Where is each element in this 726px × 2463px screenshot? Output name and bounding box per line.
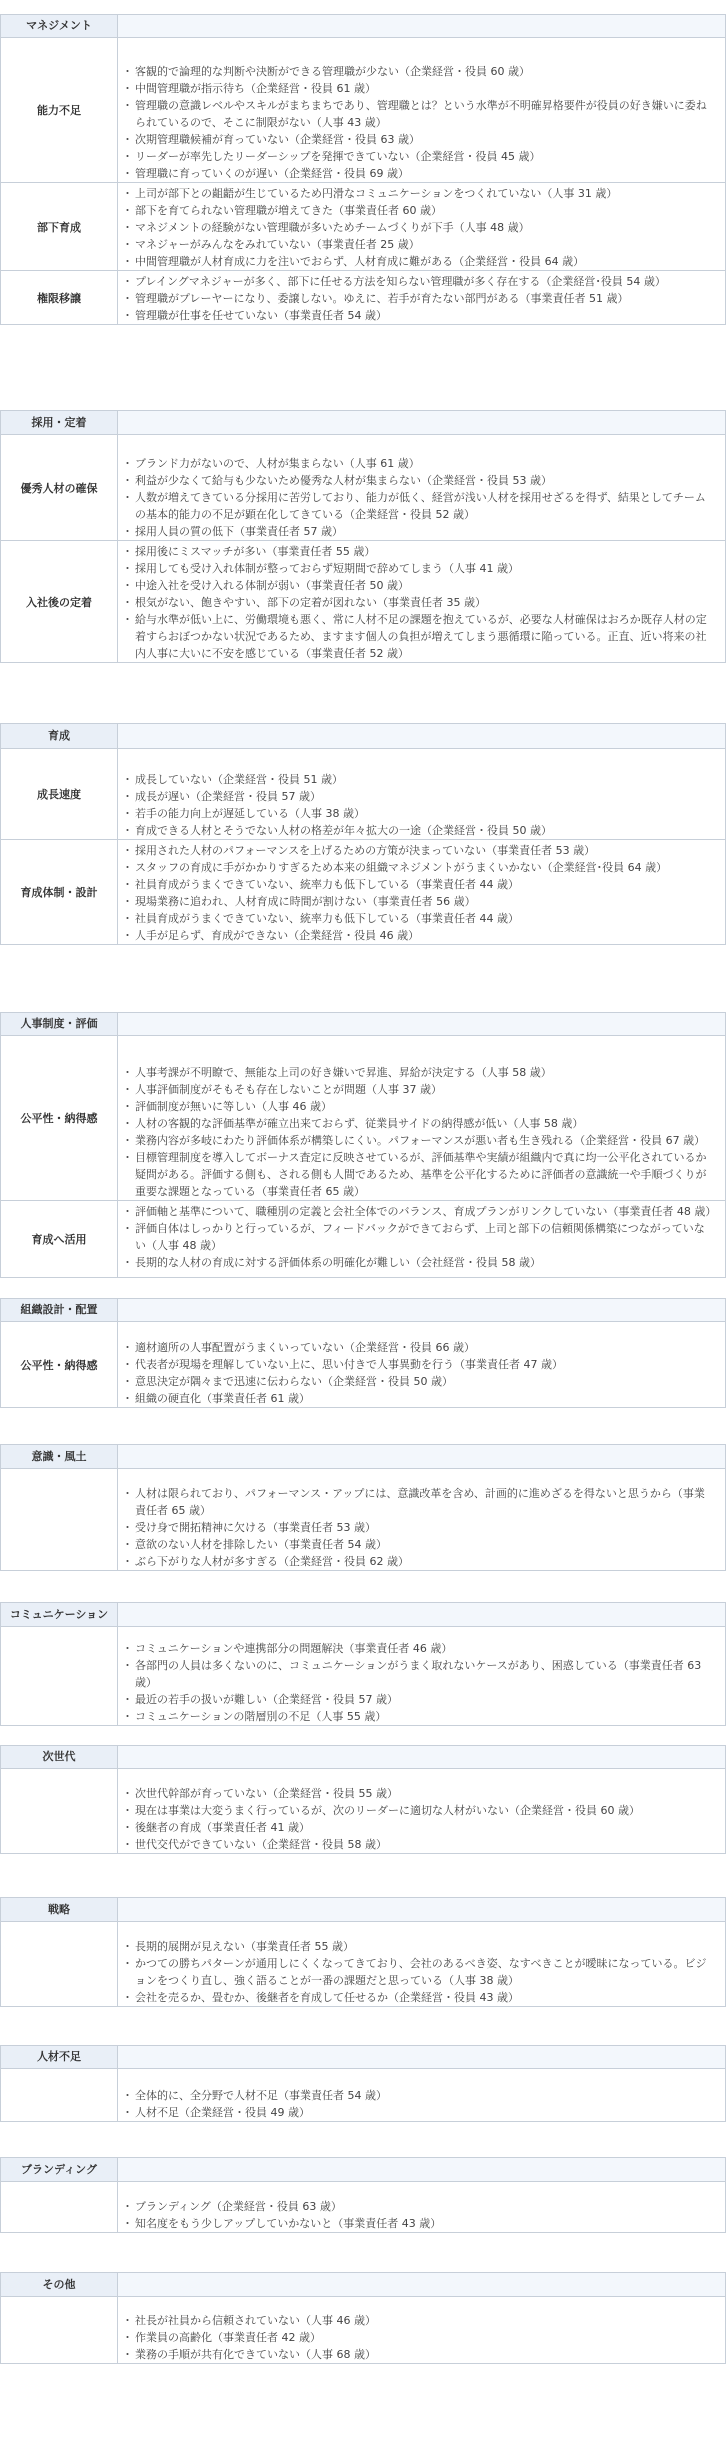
category-title: 戦略	[1, 1898, 118, 1922]
section-0	[0, 14, 726, 325]
comment-item: ・ 作業員の高齢化（事業責任者 42 歳）	[126, 2329, 715, 2346]
subcategory-label: 権限移譲	[1, 271, 118, 325]
comment-item: ・ 成長が遅い（企業経営・役員 57 歳）	[126, 788, 715, 805]
comment-item: ・ 給与水準が低い上に、労働環境も悪く、常に人材不足の課題を抱えているが、必要な人材確保はおろか既存人材の定着すらおぼつかない状況であるため、ますます個人の負担が増えてしまう悪循環に陥っている。正直、近い将来の社内人事に大いに不安を感じている（事業責任者 52 歳）	[126, 611, 715, 662]
comment-item: ・ 適材適所の人事配置がうまくいっていない（企業経営・役員 66 歳）	[126, 1339, 715, 1356]
comment-item: ・ 長期的展開が見えない（事業責任者 55 歳）	[126, 1938, 715, 1955]
category-title: 組織設計・配置	[1, 1299, 118, 1322]
category-title: 意識・風土	[1, 1445, 118, 1469]
comment-item: ・ 知名度をもう少しアップしていかないと（事業責任者 43 歳）	[126, 2215, 715, 2232]
subcategory-row	[1, 2069, 726, 2122]
comment-item: ・ 人材不足（企業経営・役員 49 歳）	[126, 2104, 715, 2121]
subcategory-row	[1, 1322, 726, 1408]
category-table	[0, 14, 726, 325]
comment-list	[126, 1627, 715, 1725]
comment-item: ・ 若手の能力向上が遅延している（人事 38 歳）	[126, 805, 715, 822]
comment-list	[126, 38, 715, 182]
comment-item: ・ 業務内容が多岐にわたり評価体系が構築しにくい。パフォーマンスが悪い者も生き残れる（企業経営・役員 67 歳）	[126, 1132, 715, 1149]
comment-item: ・ 意欲のない人材を排除したい（事業責任者 54 歳）	[126, 1536, 715, 1553]
category-title: コミュニケーション	[1, 1603, 118, 1627]
comment-item: ・ 利益が少なくて給与も少ないため優秀な人材が集まらない（企業経営・役員 53 歳）	[126, 472, 715, 489]
section-1	[0, 410, 726, 663]
comment-item: ・ 管理職がプレーヤーになり、委譲しない。ゆえに、若手が育たない部門がある（事業責任者 51 歳）	[126, 290, 715, 307]
comment-item: ・ 社員育成がうまくできていない、統率力も低下している（事業責任者 44 歳）	[126, 910, 715, 927]
comment-list	[126, 2069, 715, 2121]
comment-cell	[118, 2182, 726, 2233]
comment-item: ・ コミュニケーションや連携部分の問題解決（事業責任者 46 歳）	[126, 1640, 715, 1657]
subcategory-row	[1, 840, 726, 945]
subcategory-row	[1, 541, 726, 663]
comment-item: ・ 中間管理職が指示待ち（企業経営・役員 61 歳）	[126, 80, 715, 97]
section-11	[0, 2272, 726, 2364]
comment-cell	[118, 183, 726, 271]
comment-item: ・ スタッフの育成に手がかかりすぎるため本来の組織マネジメントがうまくいかない（企業経営･役員 64 歳）	[126, 859, 715, 876]
comment-list	[126, 1322, 715, 1407]
subcategory-label	[1, 2069, 118, 2122]
comment-item: ・ 現在は事業は大変うまく行っているが、次のリーダーに適切な人材がいない（企業経営・役員 60 歳）	[126, 1802, 715, 1819]
category-header-fill	[118, 1445, 726, 1469]
category-header-fill	[118, 1603, 726, 1627]
subcategory-label	[1, 1922, 118, 2007]
comment-item: ・ 人事考課が不明瞭で、無能な上司の好き嫌いで昇進、昇給が決定する（人事 58 歳）	[126, 1064, 715, 1081]
comment-item: ・ ぶら下がりな人材が多すぎる（企業経営・役員 62 歳）	[126, 1553, 715, 1570]
comment-item: ・ 採用人員の質の低下（事業責任者 57 歳）	[126, 523, 715, 540]
comment-list	[126, 749, 715, 839]
comment-list	[126, 541, 715, 662]
section-4	[0, 1298, 726, 1408]
comment-item: ・ 意思決定が隅々まで迅速に伝わらない（企業経営・役員 50 歳）	[126, 1373, 715, 1390]
comment-list	[126, 435, 715, 540]
comment-item: ・ 評価制度が無いに等しい（人事 46 歳）	[126, 1098, 715, 1115]
subcategory-row	[1, 1627, 726, 1726]
subcategory-label	[1, 2182, 118, 2233]
comment-cell	[118, 749, 726, 840]
comment-item: ・ 管理職の意識レベルやスキルがまちまちであり、管理職とは？という水準が不明確昇格要件が役員の好き嫌いに委ねられているので、そこに制限がない（人事 43 歳）	[126, 97, 715, 131]
comment-item: ・ 各部門の人員は多くないのに、コミュニケーションがうまく取れないケースがあり、困惑している（事業責任者 63 歳）	[126, 1657, 715, 1691]
subcategory-label: 成長速度	[1, 749, 118, 840]
comment-item: ・ 現場業務に追われ、人材育成に時間が割けない（事業責任者 56 歳）	[126, 893, 715, 910]
comment-item: ・ 管理職が仕事を任せていない（事業責任者 54 歳）	[126, 307, 715, 324]
section-5	[0, 1444, 726, 1571]
comment-item: ・ 評価軸と基準について、職種別の定義と会社全体でのバランス、育成プランがリンクしていない（事業責任者 48 歳）	[126, 1203, 715, 1220]
comment-item: ・ 中間管理職が人材育成に力を注いでおらず、人材育成に難がある（企業経営・役員 64 歳）	[126, 253, 715, 270]
subcategory-label	[1, 2297, 118, 2364]
subcategory-label: 能力不足	[1, 38, 118, 183]
comment-cell	[118, 1036, 726, 1201]
category-header-fill	[118, 15, 726, 38]
comment-cell	[118, 2069, 726, 2122]
comment-cell	[118, 1201, 726, 1278]
comment-item: ・ 社長が社員から信頼されていない（人事 46 歳）	[126, 2312, 715, 2329]
category-header-fill	[118, 1013, 726, 1036]
comment-cell	[118, 435, 726, 541]
category-header-fill	[118, 411, 726, 435]
category-title: その他	[1, 2273, 118, 2297]
comment-list	[126, 1201, 715, 1271]
category-table	[0, 1602, 726, 1726]
subcategory-row	[1, 435, 726, 541]
comment-item: ・ 育成できる人材とそうでない人材の格差が年々拡大の一途（企業経営・役員 50 歳）	[126, 822, 715, 839]
category-table	[0, 723, 726, 945]
category-table	[0, 1298, 726, 1408]
section-3	[0, 1012, 726, 1278]
comment-item: ・ マネジメントの経験がない管理職が多いためチームづくりが下手（人事 48 歳）	[126, 219, 715, 236]
comment-item: ・ 代表者が現場を理解していない上に、思い付きで人事異動を行う（事業責任者 47 歳）	[126, 1356, 715, 1373]
category-table	[0, 1012, 726, 1278]
comment-cell	[118, 38, 726, 183]
comment-item: ・ 評価自体はしっかりと行っているが、フィードバックができておらず、上司と部下の信頼関係構築につながっていない（人事 48 歳）	[126, 1220, 715, 1254]
subcategory-label: 公平性・納得感	[1, 1322, 118, 1408]
category-title: ブランディング	[1, 2158, 118, 2182]
comment-item: ・ 成長していない（企業経営・役員 51 歳）	[126, 771, 715, 788]
category-header-fill	[118, 724, 726, 749]
category-table	[0, 2045, 726, 2122]
comment-list	[126, 2182, 715, 2232]
section-10	[0, 2157, 726, 2233]
comment-cell	[118, 1469, 726, 1571]
category-header-fill	[118, 2046, 726, 2069]
comment-item: ・ 次世代幹部が育っていない（企業経営・役員 55 歳）	[126, 1785, 715, 1802]
comment-item: ・ かつての勝ちパターンが通用しにくくなってきており、会社のあるべき姿、なすべきことが曖昧になっている。ビジョンをつくり直し、強く語ることが一番の課題だと思っている（人事 38 歳）	[126, 1955, 715, 1989]
comment-item: ・ 人材は限られており、パフォーマンス・アップには、意識改革を含め、計画的に進めざるを得ないと思うから（事業責任者 65 歳）	[126, 1485, 715, 1519]
comment-item: ・ 上司が部下との齟齬が生じているため円滑なコミュニケーションをつくれていない（人事 31 歳）	[126, 185, 715, 202]
comment-list	[126, 183, 715, 270]
section-8	[0, 1897, 726, 2007]
subcategory-row	[1, 1201, 726, 1278]
category-table	[0, 410, 726, 663]
comment-item: ・ 採用された人材のパフォーマンスを上げるための方策が決まっていない（事業責任者 53 歳）	[126, 842, 715, 859]
comment-list	[126, 1469, 715, 1570]
subcategory-label: 優秀人材の確保	[1, 435, 118, 541]
subcategory-row	[1, 1036, 726, 1201]
comment-item: ・ 会社を売るか、畳むか、後継者を育成して任せるか（企業経営・役員 43 歳）	[126, 1989, 715, 2006]
category-table	[0, 1745, 726, 1854]
category-title: マネジメント	[1, 15, 118, 38]
comment-cell	[118, 271, 726, 325]
section-7	[0, 1745, 726, 1854]
subcategory-label: 育成体制・設計	[1, 840, 118, 945]
category-table	[0, 1444, 726, 1571]
comment-item: ・ プレイングマネジャーが多く、部下に任せる方法を知らない管理職が多く存在する（企業経営･役員 54 歳）	[126, 273, 715, 290]
subcategory-label: 育成へ活用	[1, 1201, 118, 1278]
subcategory-label: 入社後の定着	[1, 541, 118, 663]
comment-list	[126, 271, 715, 324]
comment-item: ・ 採用後にミスマッチが多い（事業責任者 55 歳）	[126, 543, 715, 560]
comment-item: ・ 後継者の育成（事業責任者 41 歳）	[126, 1819, 715, 1836]
category-title: 人材不足	[1, 2046, 118, 2069]
category-title: 育成	[1, 724, 118, 749]
category-header-fill	[118, 1898, 726, 1922]
section-6	[0, 1602, 726, 1726]
category-header-fill	[118, 2273, 726, 2297]
comment-list	[126, 1036, 715, 1200]
section-9	[0, 2045, 726, 2122]
comment-item: ・ 次期管理職候補が育っていない（企業経営・役員 63 歳）	[126, 131, 715, 148]
subcategory-row	[1, 2297, 726, 2364]
comment-item: ・ ブランディング（企業経営・役員 63 歳）	[126, 2198, 715, 2215]
comment-item: ・ 組織の硬直化（事業責任者 61 歳）	[126, 1390, 715, 1407]
comment-cell	[118, 541, 726, 663]
comment-cell	[118, 1627, 726, 1726]
comment-cell	[118, 2297, 726, 2364]
comment-list	[126, 840, 715, 944]
comment-item: ・ リーダーが率先したリーダーシップを発揮できていない（企業経営・役員 45 歳）	[126, 148, 715, 165]
subcategory-row	[1, 183, 726, 271]
category-table	[0, 2272, 726, 2364]
category-header-fill	[118, 1299, 726, 1322]
comment-item: ・ 社員育成がうまくできていない、統率力も低下している（事業責任者 44 歳）	[126, 876, 715, 893]
comment-item: ・ 採用しても受け入れ体制が整っておらず短期間で辞めてしまう（人事 41 歳）	[126, 560, 715, 577]
subcategory-row	[1, 1922, 726, 2007]
comment-item: ・ 長期的な人材の育成に対する評価体系の明確化が難しい（会社経営・役員 58 歳）	[126, 1254, 715, 1271]
subcategory-row	[1, 1469, 726, 1571]
comment-item: ・ 人数が増えてきている分採用に苦労しており、能力が低く、経営が浅い人材を採用せざるを得ず、結果としてチームの基本的能力の不足が顕在化してきている（企業経営・役員 52 歳）	[126, 489, 715, 523]
comment-item: ・ 管理職に育っていくのが遅い（企業経営・役員 69 歳）	[126, 165, 715, 182]
subcategory-label	[1, 1469, 118, 1571]
subcategory-row	[1, 749, 726, 840]
comment-list	[126, 2297, 715, 2363]
comment-item: ・ 人手が足らず、育成ができない（企業経営・役員 46 歳）	[126, 927, 715, 944]
comment-item: ・ 世代交代ができていない（企業経営・役員 58 歳）	[126, 1836, 715, 1853]
comment-item: ・ 業務の手順が共有化できていない（人事 68 歳）	[126, 2346, 715, 2363]
comment-item: ・ 根気がない、飽きやすい、部下の定着が図れない（事業責任者 35 歳）	[126, 594, 715, 611]
comment-item: ・ 受け身で開拓精神に欠ける（事業責任者 53 歳）	[126, 1519, 715, 1536]
subcategory-row	[1, 1769, 726, 1854]
category-title: 採用・定着	[1, 411, 118, 435]
comment-cell	[118, 1922, 726, 2007]
category-header-fill	[118, 2158, 726, 2182]
subcategory-label	[1, 1769, 118, 1854]
category-table	[0, 1897, 726, 2007]
comment-item: ・ 最近の若手の扱いが難しい（企業経営・役員 57 歳）	[126, 1691, 715, 1708]
subcategory-row	[1, 271, 726, 325]
comment-list	[126, 1922, 715, 2006]
subcategory-label: 公平性・納得感	[1, 1036, 118, 1201]
comment-item: ・ 部下を育てられない管理職が増えてきた（事業責任者 60 歳）	[126, 202, 715, 219]
comment-cell	[118, 1769, 726, 1854]
comment-item: ・ 中途入社を受け入れる体制が弱い（事業責任者 50 歳）	[126, 577, 715, 594]
subcategory-label: 部下育成	[1, 183, 118, 271]
section-2	[0, 723, 726, 945]
comment-list	[126, 1769, 715, 1853]
subcategory-row	[1, 38, 726, 183]
category-title: 次世代	[1, 1746, 118, 1769]
comment-item: ・ 目標管理制度を導入してボーナス査定に反映させているが、評価基準や実績が組織内で真に均一公平化されているか疑問がある。評価する側も、される側も人間であるため、基準を公平化するために評価者の意識統一や手順づくりが重要な課題となっている（事業責任者 65 歳）	[126, 1149, 715, 1200]
comment-item: ・ 全体的に、全分野で人材不足（事業責任者 54 歳）	[126, 2087, 715, 2104]
comment-item: ・ コミュニケーションの階層別の不足（人事 55 歳）	[126, 1708, 715, 1725]
comment-item: ・ 人事評価制度がそもそも存在しないことが問題（人事 37 歳）	[126, 1081, 715, 1098]
category-header-fill	[118, 1746, 726, 1769]
comment-item: ・ 客観的で論理的な判断や決断ができる管理職が少ない（企業経営・役員 60 歳）	[126, 63, 715, 80]
category-table	[0, 2157, 726, 2233]
comment-cell	[118, 1322, 726, 1408]
comment-item: ・ マネジャーがみんなをみれていない（事業責任者 25 歳）	[126, 236, 715, 253]
comment-item: ・ ブランド力がないので、人材が集まらない（人事 61 歳）	[126, 455, 715, 472]
subcategory-row	[1, 2182, 726, 2233]
comment-item: ・ 人材の客観的な評価基準が確立出来ておらず、従業員サイドの納得感が低い（人事 58 歳）	[126, 1115, 715, 1132]
subcategory-label	[1, 1627, 118, 1726]
comment-cell	[118, 840, 726, 945]
category-title: 人事制度・評価	[1, 1013, 118, 1036]
